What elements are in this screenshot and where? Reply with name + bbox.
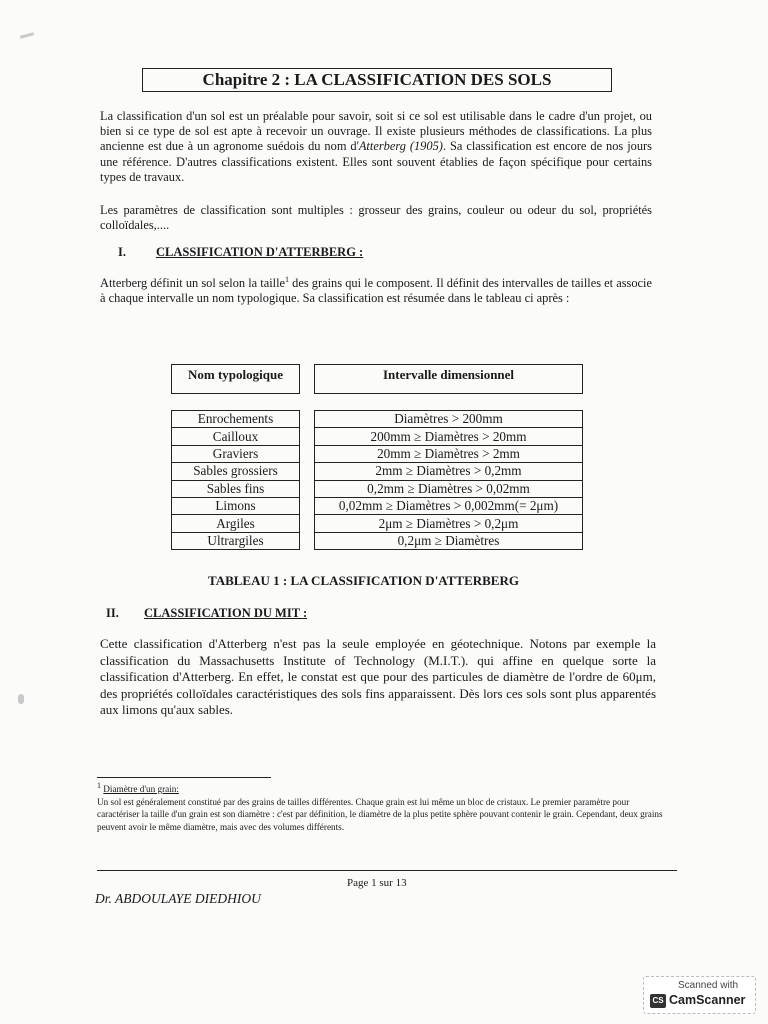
size-interval: 0,02mm ≥ Diamètres > 0,002mm(= 2μm) [315, 497, 583, 514]
section-heading-atterberg: I. CLASSIFICATION D'ATTERBERG : [118, 245, 364, 259]
intro-paragraph: La classification d'un sol est un préalable pour savoir, soit si ce sol est utilisable dans le cadre d'un projet, ou bien si ce type de sol est apte à recevoir un ouvrage. Il existe plusieurs méthodes de classifications. La plus ancienne est due à un agronome suédois du nom d'Atterberg (1905). Sa classification est encore de nos jours une référence. D'autres classifications existent. Elles sont souvent établies de façon spécifique pour certains types de travaux. [100, 109, 652, 184]
scanned-with-label: Scanned with [678, 980, 739, 991]
table-row [172, 515, 300, 532]
table-caption: TABLEAU 1 : LA CLASSIFICATION D'ATTERBERG [208, 573, 519, 588]
camscanner-name: CamScanner [669, 993, 746, 1007]
soil-name: Sables fins [172, 480, 300, 497]
footnote-text: Un sol est généralement constitué par des grains de tailles différentes. Chaque grain est lui même un bloc de cristaux. Le premier paramètre pour caractériser la taille d'un grain est son diamètre : c'est par définition, le diamètre de la plus petite sphère pouvant contenir le grain. Cependant, deux grains peuvent avoir le même diamètre, mais avec des volumes différents. [97, 796, 663, 832]
table-row [172, 411, 300, 428]
size-interval: 2mm ≥ Diamètres > 0,2mm [315, 463, 583, 480]
section-heading-mit: II. CLASSIFICATION DU MIT : [106, 606, 308, 620]
table-header-name: Nom typologique [171, 364, 300, 394]
params-paragraph: Les paramètres de classification sont multiples : grosseur des grains, couleur ou odeur du sol, propriétés colloïdales,.... [100, 203, 652, 233]
mit-paragraph: Cette classification d'Atterberg n'est pas la seule employée en géotechnique. Notons par exemple la classification du Massachusetts Institute of Technology (M.I.T.). qui affine en quelque sorte la classification d'Atterberg. En effet, le constat est que pour des particules de diamètre de l'ordre de 60μm, des propriétés colloïdales caractéristiques des sols fins apparaissent. Dès lors ces sols sont plus apparentés aux limons qu'aux sables. [100, 636, 656, 717]
table-row [315, 532, 583, 549]
size-interval: 2μm ≥ Diamètres > 0,2μm [315, 515, 583, 532]
soil-name: Ultrargiles [172, 532, 300, 549]
size-interval: 200mm ≥ Diamètres > 20mm [315, 428, 583, 445]
scan-artifact [20, 32, 34, 39]
soil-name: Sables grossiers [172, 463, 300, 480]
table-row [172, 463, 300, 480]
soil-name: Limons [172, 497, 300, 514]
table-intervals-column [314, 410, 583, 550]
chapter-title: Chapitre 2 : LA CLASSIFICATION DES SOLS [142, 68, 612, 92]
table-row [315, 463, 583, 480]
size-interval: 20mm ≥ Diamètres > 2mm [315, 445, 583, 462]
table-row [172, 532, 300, 549]
page-number: Page 1 sur 13 [347, 877, 407, 889]
atterberg-paragraph: Atterberg définit un sol selon la taille$^1$ des grains qui le composent. Il définit des intervalles de tailles et associe à chaque intervalle un nom typologique. Sa classification est résumée dans le tableau ci après : [100, 274, 652, 306]
author-name: Dr. ABDOULAYE DIEDHIOU [95, 891, 261, 906]
soil-name: Enrochements [172, 411, 300, 428]
table-row [315, 480, 583, 497]
footnote [97, 780, 667, 833]
table-row [315, 428, 583, 445]
scan-artifact [18, 694, 24, 704]
footnote-divider [97, 777, 271, 778]
camscanner-watermark [643, 976, 756, 1014]
table-row [315, 445, 583, 462]
soil-name: Cailloux [172, 428, 300, 445]
footnote-mark: 1 [97, 780, 101, 790]
camscanner-logo-icon: CS [650, 994, 666, 1008]
size-interval: 0,2μm ≥ Diamètres [315, 532, 583, 549]
table-row [172, 480, 300, 497]
footnote-title: Diamètre d'un grain: [103, 784, 179, 794]
table-row [315, 515, 583, 532]
table-row [315, 497, 583, 514]
footnote-ref: 1 [285, 274, 290, 284]
table-names-column [171, 410, 300, 550]
soil-name: Argiles [172, 515, 300, 532]
table-header-interval: Intervalle dimensionnel [314, 364, 583, 394]
soil-name: Graviers [172, 445, 300, 462]
size-interval: 0,2mm ≥ Diamètres > 0,02mm [315, 480, 583, 497]
table-row [172, 497, 300, 514]
table-row [172, 445, 300, 462]
table-row [315, 411, 583, 428]
table-row [172, 428, 300, 445]
footer-divider [97, 870, 677, 871]
size-interval: Diamètres > 200mm [315, 411, 583, 428]
